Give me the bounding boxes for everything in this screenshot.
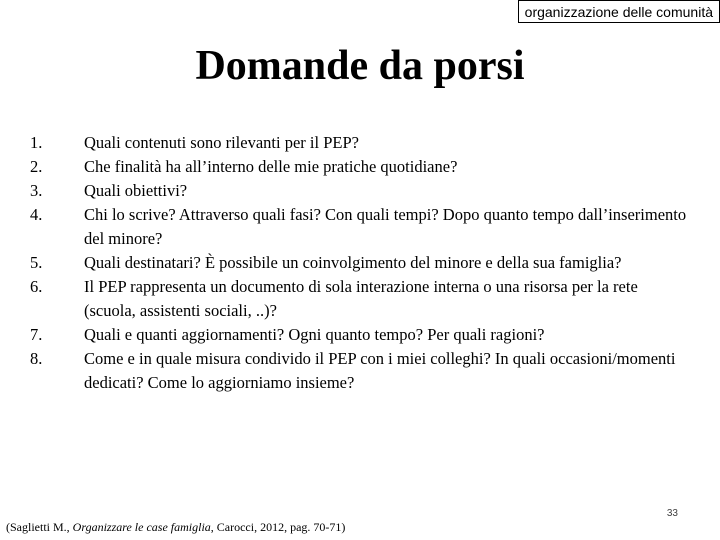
citation-prefix: (Saglietti M.,: [6, 520, 73, 534]
item-number: 3.: [30, 181, 43, 200]
list-item: [30, 155, 690, 179]
citation-suffix: , Carocci, 2012, pag. 70-71): [210, 520, 346, 534]
item-number: 2.: [30, 157, 43, 176]
item-text: Chi lo scrive? Attraverso quali fasi? Con quali tempi? Dopo quanto tempo dall’inserimento del minore?: [84, 205, 687, 248]
item-text: Quali destinatari? È possibile un coinvolgimento del minore e della sua famiglia?: [84, 253, 622, 272]
citation-book-title: Organizzare le case famiglia: [72, 520, 211, 534]
citation: [6, 520, 345, 535]
list-item: [30, 203, 690, 251]
list-item: [30, 323, 690, 347]
item-text: Come e in quale misura condivido il PEP con i miei colleghi? In quali occasioni/momenti dedicati? Come lo aggiorniamo insieme?: [84, 349, 676, 392]
topic-tag: organizzazione delle comunità: [518, 0, 720, 23]
item-text: Che finalità ha all’interno delle mie pratiche quotidiane?: [84, 157, 458, 176]
item-number: 6.: [30, 277, 43, 296]
item-number: 4.: [30, 205, 43, 224]
slide-title: Domande da porsi: [195, 43, 525, 89]
list-item: [30, 179, 690, 203]
item-text: Quali e quanti aggiornamenti? Ogni quanto tempo? Per quali ragioni?: [84, 325, 545, 344]
list-item: [30, 131, 690, 155]
item-number: 7.: [30, 325, 43, 344]
item-text: Quali obiettivi?: [84, 181, 188, 200]
item-text: Quali contenuti sono rilevanti per il PEP?: [84, 133, 359, 152]
question-list: [30, 131, 690, 395]
item-text: Il PEP rappresenta un documento di sola interazione interna o una risorsa per la rete (scuola, assistenti sociali, ..)?: [84, 277, 638, 320]
item-number: 1.: [30, 133, 43, 152]
page-number: 33: [666, 508, 678, 519]
item-number: 8.: [30, 349, 43, 368]
list-item: [30, 251, 690, 275]
item-number: 5.: [30, 253, 43, 272]
list-item: [30, 347, 690, 395]
list-item: [30, 275, 690, 323]
